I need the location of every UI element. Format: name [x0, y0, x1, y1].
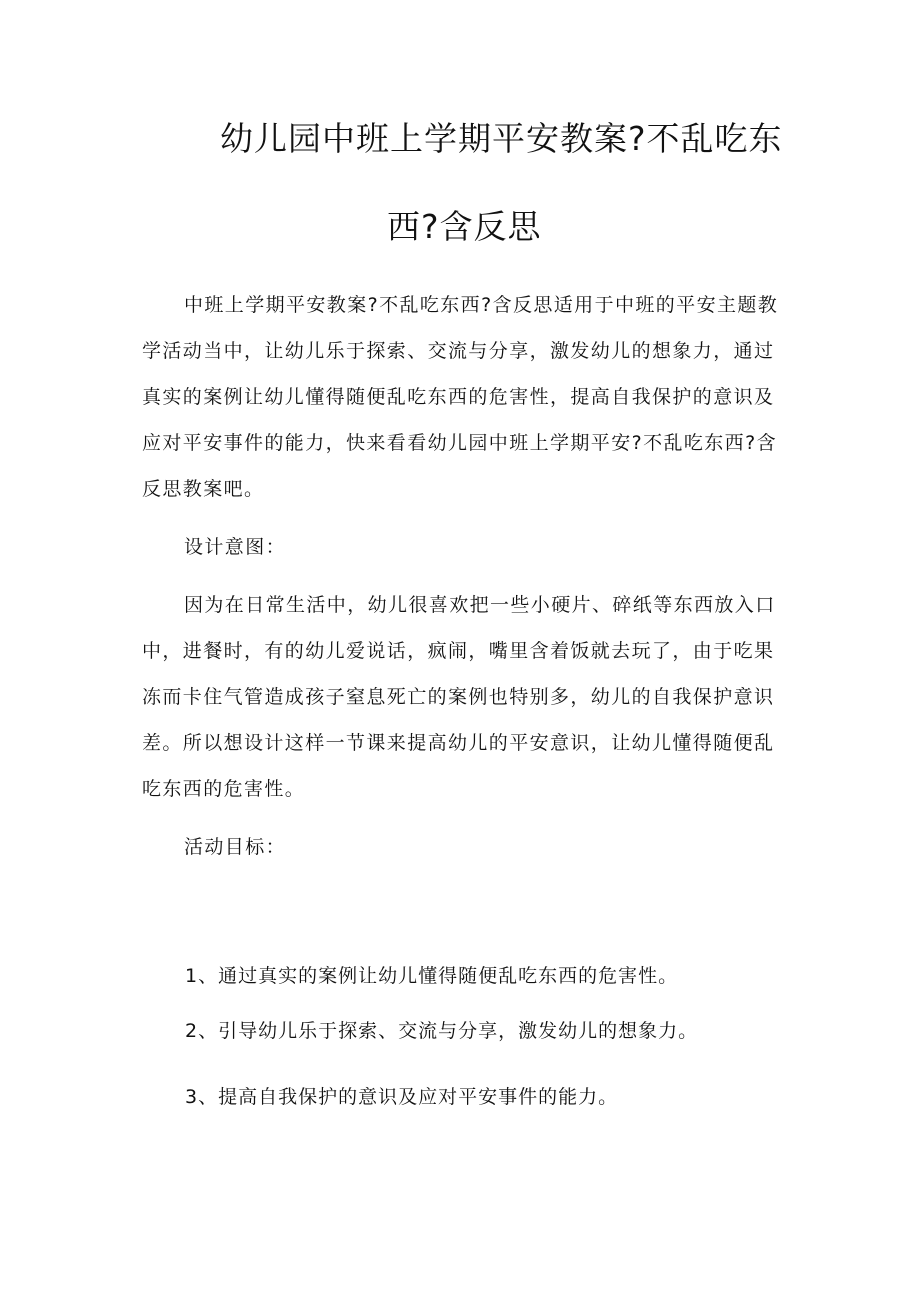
design-intent-heading: 设计意图：: [184, 536, 287, 558]
activity-goal-item: 1、通过真实的案例让幼儿懂得随便乱吃东西的危害性。: [185, 965, 679, 987]
activity-goal-item: 2、引导幼儿乐于探索、交流与分享，激发幼儿的想象力。: [185, 1020, 699, 1042]
document-body: [142, 282, 782, 870]
document-title-line-2: 西?含反思: [387, 207, 542, 246]
intro-paragraph: 中班上学期平安教案?不乱吃东西?含反思适用于中班的平安主题教学活动当中，让幼儿乐于探索、交流与分享，激发幼儿的想象力，通过真实的案例让幼儿懂得随便乱吃东西的危害性，提高自我保护的意识及应对平安事件的能力，快来看看幼儿园中班上学期平安?不乱吃东西?含反思教案吧。: [142, 294, 779, 500]
activity-goal-item: 3、提高自我保护的意识及应对平安事件的能力。: [185, 1086, 619, 1108]
design-intent-paragraph: 因为在日常生活中，幼儿很喜欢把一些小硬片、碎纸等东西放入口中，进餐时，有的幼儿爱说话，疯闹，嘴里含着饭就去玩了，由于吃果冻而卡住气管造成孩子窒息死亡的案例也特别多，幼儿的自我保护意识差。所以想设计这样一节课来提高幼儿的平安意识，让幼儿懂得随便乱吃东西的危害性。: [142, 594, 776, 800]
document-title-line-1: 幼儿园中班上学期平安教案?不乱吃东: [220, 119, 783, 158]
activity-goals-heading: 活动目标：: [184, 836, 287, 858]
